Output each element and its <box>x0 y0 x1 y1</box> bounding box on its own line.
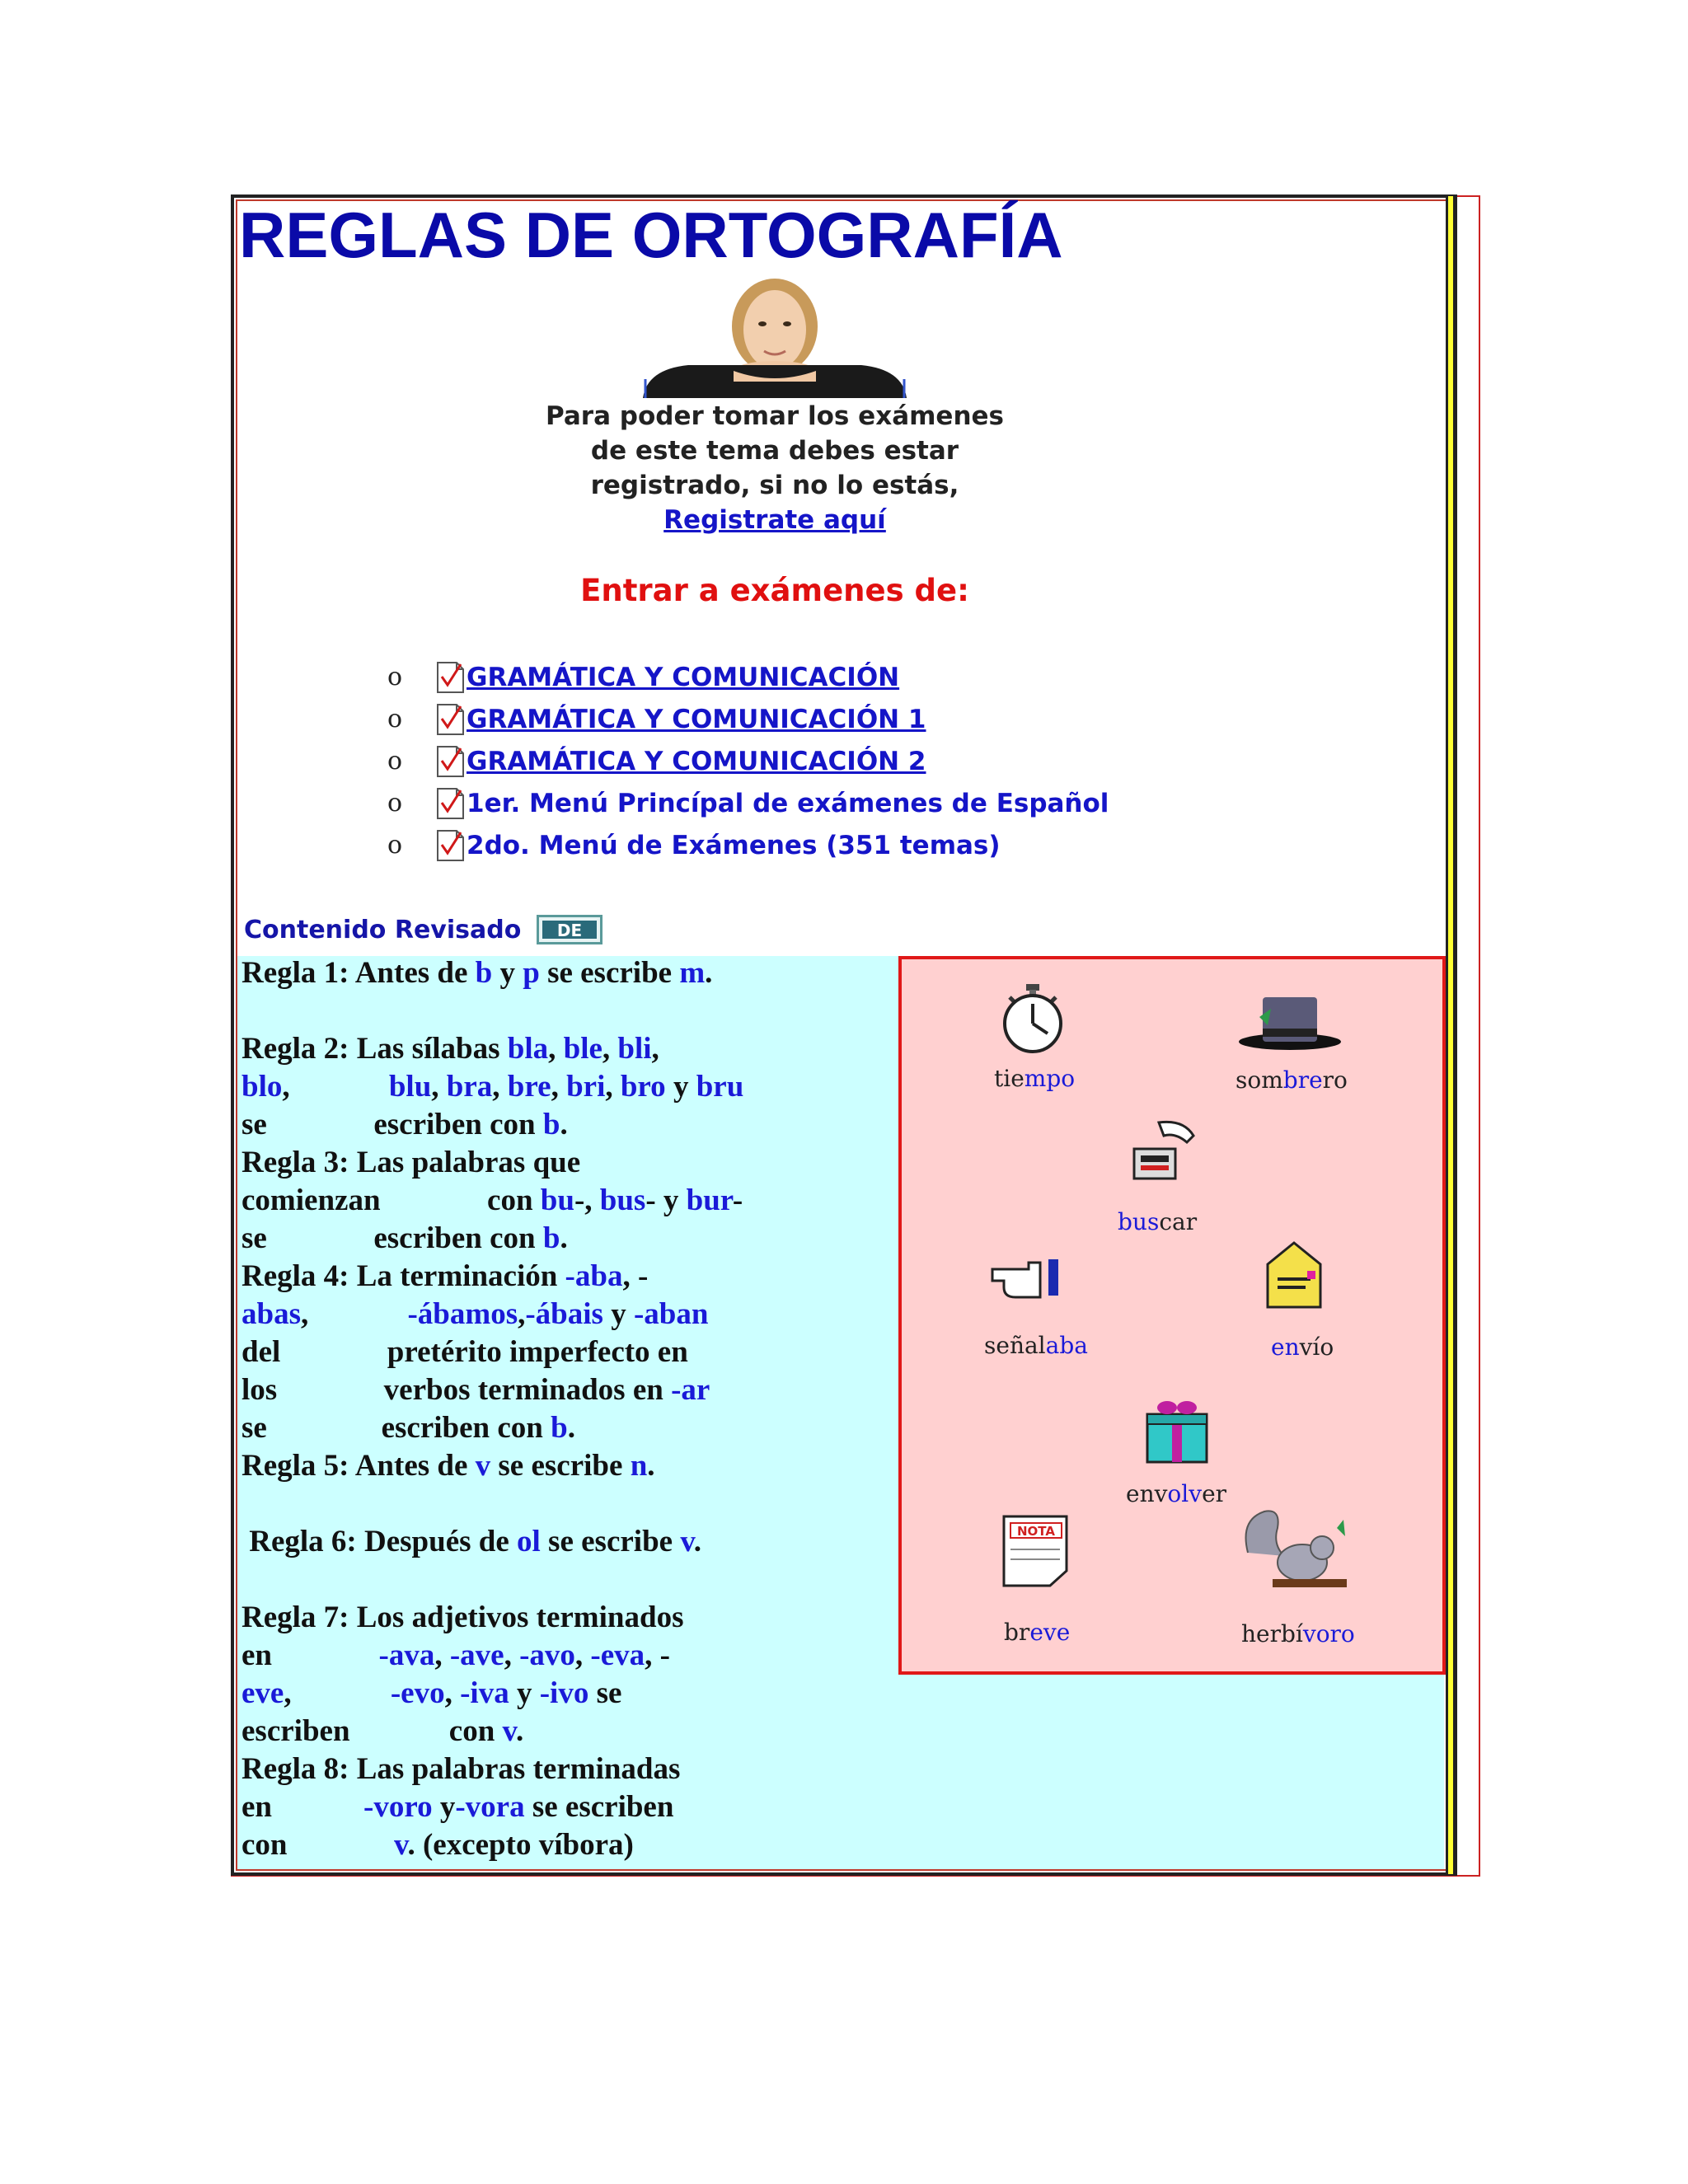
rule-line <box>241 1258 818 1296</box>
de-logo-text: DE <box>557 921 583 940</box>
rule-text: y <box>509 1676 540 1710</box>
rule-text: , <box>518 1297 526 1331</box>
rule-text: . <box>567 1411 575 1445</box>
rule-highlight: -aban <box>633 1297 709 1331</box>
registration-line-3: registrado, si no lo estás, <box>590 471 959 500</box>
envelope-icon <box>1264 1240 1324 1310</box>
checklist-icon <box>435 744 467 779</box>
rule-line <box>241 1447 818 1485</box>
label-buscar: buscar <box>1118 1208 1198 1235</box>
rule-text: del pretérito imperfecto en <box>241 1335 688 1369</box>
rule-text: , <box>574 1638 591 1672</box>
bullet: o <box>387 747 403 776</box>
yellow-border-bar <box>1446 196 1456 1874</box>
rule-highlight: v <box>475 1449 491 1483</box>
nota-text: NOTA <box>1017 1524 1055 1539</box>
rule-text: , <box>602 1032 618 1066</box>
rule-text: . <box>516 1714 524 1748</box>
rule-line <box>241 954 818 992</box>
rule-highlight: bus <box>599 1183 646 1217</box>
rule-text: , <box>651 1032 659 1066</box>
gift-box-icon <box>1142 1396 1212 1465</box>
rule-highlight: ble <box>563 1032 603 1066</box>
rule-line <box>241 992 818 1030</box>
exam-link-gramatica-1[interactable]: GRAMÁTICA Y COMUNICACIÓN 1 <box>467 704 926 734</box>
rule-line <box>241 1333 818 1371</box>
rule-highlight: -ar <box>671 1373 710 1407</box>
rule-highlight: -aba <box>565 1259 623 1293</box>
rule-line <box>241 1713 818 1750</box>
label-envio: envío <box>1271 1333 1334 1361</box>
rule-highlight: bro <box>620 1070 666 1104</box>
list-item <box>387 656 1109 698</box>
hat-icon <box>1238 992 1342 1052</box>
examples-box <box>898 956 1446 1675</box>
exam-link-gramatica[interactable]: GRAMÁTICA Y COMUNICACIÓN <box>467 662 900 692</box>
rule-highlight: -voro <box>363 1790 433 1824</box>
rule-text: se <box>588 1676 622 1710</box>
rule-text: , <box>431 1070 447 1104</box>
rule-text: se escriben con <box>241 1108 543 1141</box>
rule-line <box>241 1826 818 1864</box>
rule-highlight: p <box>523 956 540 990</box>
rule-text: . (excepto víbora) <box>407 1828 634 1862</box>
rule-text: los verbos terminados en <box>241 1373 672 1407</box>
registration-line-1: Para poder tomar los exámenes <box>546 401 1004 431</box>
rule-text: , <box>504 1638 520 1672</box>
rule-text: , - <box>645 1638 670 1672</box>
rule-text: en <box>241 1638 379 1672</box>
rule-text: en <box>241 1790 363 1824</box>
rule-text: y <box>665 1070 696 1104</box>
list-item <box>387 824 1109 866</box>
rule-line <box>241 1637 818 1675</box>
rule-text: escriben con <box>241 1714 503 1748</box>
exam-link-menu-examenes[interactable]: 2do. Menú de Exámenes (351 temas) <box>467 830 1001 860</box>
rule-highlight: -ábamos <box>407 1297 518 1331</box>
rule-line <box>241 1030 818 1068</box>
checklist-icon <box>435 828 467 863</box>
rule-line <box>241 1788 818 1826</box>
reviewed-content-label <box>244 912 603 948</box>
label-herbivoro: herbívoro <box>1241 1620 1355 1647</box>
rule-text: se escriben con <box>241 1221 543 1255</box>
rule-line <box>241 1220 818 1258</box>
search-hand-icon <box>1126 1114 1200 1188</box>
rule-text: y <box>432 1790 456 1824</box>
label-senalaba: señalaba <box>984 1332 1088 1359</box>
rule-text: , <box>548 1032 564 1066</box>
rule-line <box>241 1485 818 1523</box>
registration-line-2: de este tema debes estar <box>590 436 959 466</box>
exams-heading: Entrar a exámenes de: <box>580 573 969 608</box>
squirrel-icon <box>1240 1503 1355 1594</box>
stopwatch-icon <box>998 982 1067 1055</box>
rule-highlight: -iva <box>460 1676 509 1710</box>
rule-text: , <box>282 1070 389 1104</box>
rule-highlight: b <box>551 1411 568 1445</box>
rule-text: . <box>560 1108 568 1141</box>
rule-text: Regla 5: Antes de <box>241 1449 476 1483</box>
rule-line <box>241 1371 818 1409</box>
rule-text: se escriben con <box>241 1411 551 1445</box>
rule-text: , <box>300 1297 408 1331</box>
rule-highlight: -ave <box>449 1638 504 1672</box>
rule-text: -, <box>574 1183 600 1217</box>
rule-highlight: blu <box>388 1070 432 1104</box>
rule-highlight: n <box>630 1449 648 1483</box>
rule-highlight: -ava <box>378 1638 435 1672</box>
rule-highlight: bru <box>696 1070 744 1104</box>
registration-notice <box>462 399 1088 537</box>
rule-text: comienzan con <box>241 1183 541 1217</box>
rule-text: - <box>732 1183 743 1217</box>
rule-text: Regla 8: Las palabras terminadas <box>241 1752 681 1786</box>
label-tiempo: tiempo <box>994 1065 1076 1092</box>
rule-highlight: ol <box>517 1525 541 1558</box>
rule-text: , <box>444 1676 461 1710</box>
label-sombrero: sombrero <box>1236 1066 1348 1094</box>
rule-line <box>241 1523 818 1561</box>
rule-line <box>241 1599 818 1637</box>
exam-link-menu-principal[interactable]: 1er. Menú Princípal de exámenes de Español <box>467 788 1109 818</box>
rule-line <box>241 1068 818 1106</box>
rule-text: . <box>560 1221 568 1255</box>
checklist-icon <box>435 660 467 695</box>
label-breve: breve <box>1004 1619 1071 1646</box>
rule-highlight: abas <box>241 1297 301 1331</box>
rule-text: Regla 4: La terminación <box>241 1259 565 1293</box>
rule-highlight: b <box>542 1221 560 1255</box>
page-title: REGLAS DE ORTOGRAFÍA <box>239 199 1063 271</box>
rule-line <box>241 1409 818 1447</box>
rule-highlight: -evo <box>390 1676 445 1710</box>
list-item <box>387 698 1109 740</box>
rule-text: , <box>551 1070 567 1104</box>
bullet: o <box>387 705 403 733</box>
rule-highlight: -ábais <box>525 1297 603 1331</box>
rule-text: , <box>492 1070 508 1104</box>
rule-highlight: m <box>679 956 706 990</box>
rule-line <box>241 1675 818 1713</box>
rule-highlight: v <box>680 1525 694 1558</box>
rule-text: Regla 1: Antes de <box>241 956 476 990</box>
rule-text: . <box>693 1525 702 1558</box>
rule-line <box>241 1750 818 1788</box>
rule-text: Regla 7: Los adjetivos terminados <box>241 1601 684 1634</box>
rule-highlight: v <box>394 1828 408 1862</box>
rule-text: . <box>705 956 713 990</box>
rule-highlight: bur <box>686 1183 733 1217</box>
rule-highlight: b <box>542 1108 560 1141</box>
rule-text: , <box>605 1070 621 1104</box>
rule-text: y <box>492 956 523 990</box>
label-envolver: envolver <box>1126 1480 1227 1507</box>
bullet: o <box>387 663 403 691</box>
rule-highlight: blo <box>241 1070 283 1104</box>
rule-text: se escribe <box>540 1525 681 1558</box>
de-logo-icon[interactable] <box>536 912 603 948</box>
rule-highlight: eve <box>241 1676 284 1710</box>
bullet: o <box>387 789 403 818</box>
rule-line <box>241 1561 818 1599</box>
rule-text: , <box>284 1676 391 1710</box>
rule-text: Regla 3: Las palabras que <box>241 1146 581 1179</box>
rule-text: y <box>603 1297 634 1331</box>
rule-highlight: bra <box>446 1070 493 1104</box>
rule-text: se escriben <box>524 1790 674 1824</box>
rule-line <box>241 1106 818 1144</box>
rule-text: , <box>434 1638 450 1672</box>
rule-highlight: bri <box>566 1070 606 1104</box>
woman-photo <box>639 279 911 398</box>
rule-highlight: bli <box>617 1032 652 1066</box>
rule-text: Regla 6: Después de <box>241 1525 518 1558</box>
rule-highlight: v <box>502 1714 516 1748</box>
reviewed-content-text: Contenido Revisado <box>244 915 522 944</box>
rule-text: , - <box>622 1259 649 1293</box>
rule-highlight: bu <box>540 1183 574 1217</box>
checklist-icon <box>435 786 467 821</box>
rule-highlight: bre <box>507 1070 551 1104</box>
note-icon <box>1001 1513 1071 1589</box>
rule-line <box>241 1144 818 1182</box>
exam-link-list <box>387 656 1109 866</box>
rule-line <box>241 1296 818 1333</box>
rule-text: Regla 2: Las sílabas <box>241 1032 508 1066</box>
rule-highlight: -vora <box>455 1790 525 1824</box>
checklist-icon <box>435 702 467 737</box>
rule-highlight: bla <box>507 1032 549 1066</box>
list-item <box>387 740 1109 782</box>
rule-text: - y <box>645 1183 687 1217</box>
exam-link-gramatica-2[interactable]: GRAMÁTICA Y COMUNICACIÓN 2 <box>467 746 926 776</box>
list-item <box>387 782 1109 824</box>
rule-highlight: -avo <box>519 1638 575 1672</box>
rule-highlight: -ivo <box>539 1676 589 1710</box>
register-link[interactable]: Registrate aquí <box>663 505 886 535</box>
rule-text: se escribe <box>490 1449 631 1483</box>
rules-text <box>241 954 818 1864</box>
rule-text: se escribe <box>539 956 680 990</box>
pointing-hand-icon <box>991 1254 1065 1309</box>
rule-text: . <box>647 1449 655 1483</box>
rule-highlight: b <box>475 956 493 990</box>
rule-highlight: -eva <box>590 1638 645 1672</box>
rule-line <box>241 1182 818 1220</box>
bullet: o <box>387 831 403 860</box>
rule-text: con <box>241 1828 394 1862</box>
